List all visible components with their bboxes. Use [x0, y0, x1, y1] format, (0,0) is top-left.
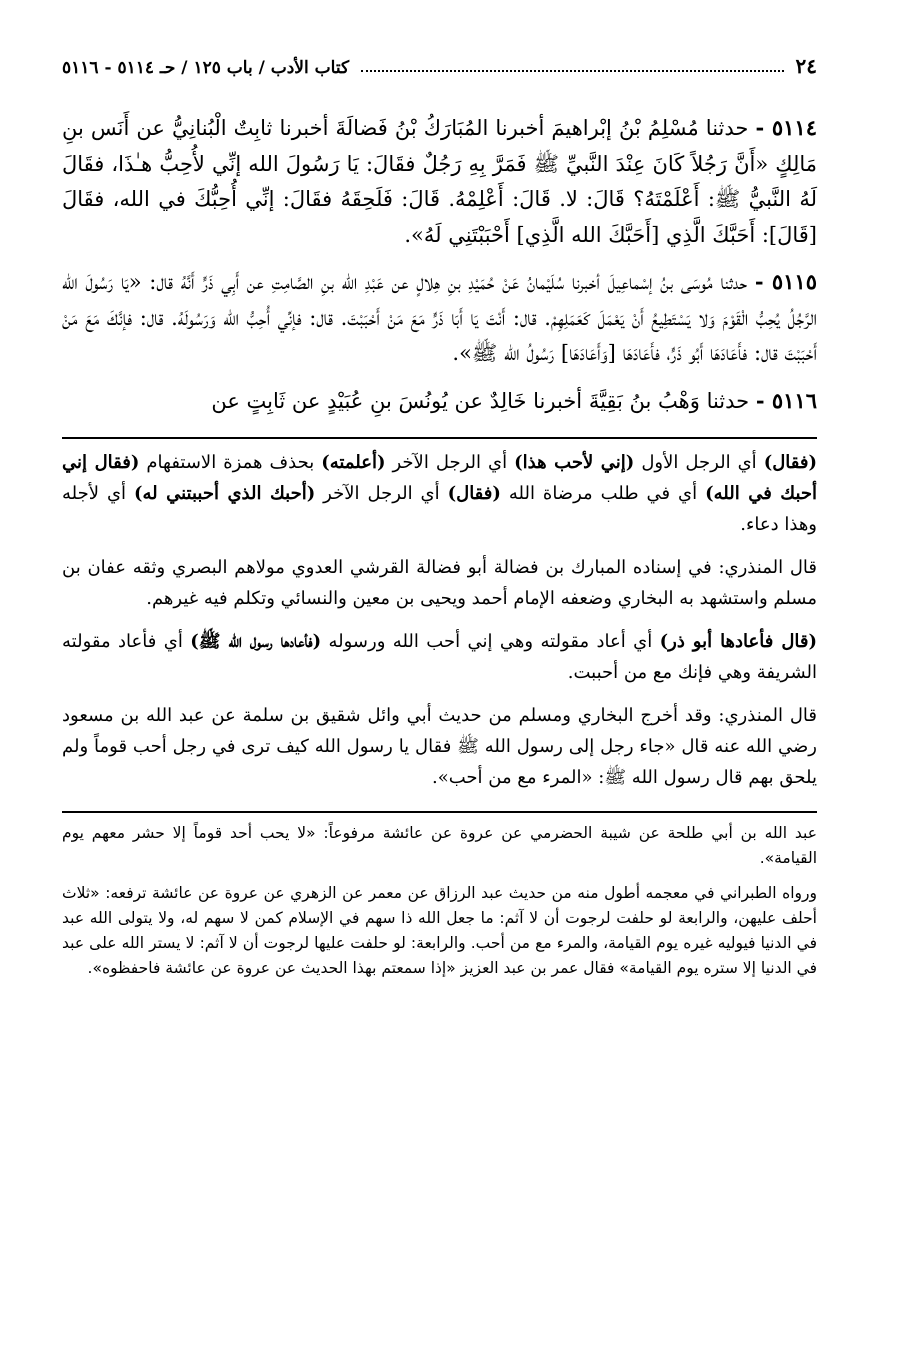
hadith-text-block — [62, 110, 817, 419]
page-number: ٢٤ — [795, 54, 817, 78]
commentary-section — [62, 447, 817, 793]
commentary-paragraph — [62, 626, 817, 688]
commentary-paragraph — [62, 447, 817, 540]
commentary-lemma: (فقال) — [763, 452, 818, 473]
commentary-lemma: (إني لأحب هذا) — [514, 452, 635, 473]
commentary-lemma: (فأعادها رسول الله ﷺ) — [190, 631, 322, 652]
commentary-text: أي الرجل الآخر — [315, 483, 448, 504]
footnotes-section — [62, 821, 817, 981]
commentary-text: أي الرجل الآخر — [385, 452, 515, 473]
commentary-text: أي فأعاد مقولته الشريفة وهي فإنك مع من أحببت. — [62, 631, 817, 683]
commentary-lemma: (قال فأعادها أبو ذر) — [659, 631, 817, 652]
commentary-text: أي أعاد مقولته وهي إني أحب الله ورسوله — [321, 631, 660, 652]
hadith-5115 — [62, 264, 817, 372]
header-dotted-leader — [361, 70, 783, 72]
commentary-lemma: (فقال إني أحبك في الله) — [62, 452, 818, 504]
hadith-text: حدثنا مُوسَى بنُ إسْماعِيلَ أخبرنا سُلَيْمانُ عَنْ حُمَيْدِ بنِ هِلالٍ عن عَبْدِ الله بنِ الصَّامِتِ عن أَبِي ذَرٍّ أَنَّهُ قال: «يَا رَسُولَ الله الرَّجُلُ يُحِبُّ الْقَوْمَ وَلا يَسْتَطِيعُ أَنْ يَعْمَلَ كَعَمَلِهِمْ. قال: أَنْتَ يَا أَبَا ذَرٍّ مَعَ مَنْ أَحْبَبْتَ. قال: فإنِّي أُحِبُّ الله وَرَسُولَهُ. قال: فإنَّكَ مَعَ مَنْ أَحْبَبْتَ قال: فأَعَادَهَا أَبُو ذَرٍّ، فأَعَادَهَا [وَأَعَادَهَا] رَسُولُ الله ﷺ». — [62, 270, 817, 365]
commentary-lemma: (فقال) — [447, 483, 501, 504]
commentary-text: بحذف همزة الاستفهام — [139, 452, 322, 473]
commentary-lemma: (أحبك الذي أحببتني له) — [133, 483, 316, 504]
book-page — [62, 52, 817, 991]
commentary-paragraph — [62, 700, 817, 793]
hadith-number: ٥١١٤ - — [755, 115, 817, 140]
hadith-number: ٥١١٦ - — [755, 387, 817, 413]
commentary-text: أي لأجله وهذا دعاء. — [62, 483, 817, 535]
hadith-5116 — [62, 383, 817, 420]
footnote-paragraph: ورواه الطبراني في معجمه أطول منه من حديث عبد الرزاق عن معمر عن الزهري عن عروة عن عائشة ترفعه: «ثلاث أحلف عليهن، والرابعة لو حلفت لرجوت أن لا آثم: ما جعل الله ذا سهم في الإسلام كمن لا سهم له، ولا يتولى الله عبد في الدنيا فيوليه غيره يوم القيامة، والمرء مع من أحب. والرابعة: لو حلفت عليها لرجوت أن لا آثم: لا يستر الله على عبد في الدنيا إلا ستره يوم القيامة» فقال عمر بن عبد العزيز «إذا سمعتم بهذا الحديث عن عروة عن عائشة فاحفظوه». — [62, 884, 817, 977]
commentary-divider — [62, 437, 817, 439]
commentary-text: قال المنذري: وقد أخرج البخاري ومسلم من حديث أبي وائل شقيق بن سلمة عن عبد الله بن مسعود رضي الله عنه قال «جاء رجل إلى رسول الله ﷺ فقال يا رسول الله كيف ترى في رجل أحب قوماً ولم يلحق بهم قال رسول الله ﷺ: «المرء مع من أحب». — [62, 705, 817, 788]
footnote-paragraph: عبد الله بن أبي طلحة عن شيبة الحضرمي عن عروة عن عائشة مرفوعاً: «لا يحب أحد قوماً إلا حشر معهم يوم القيامة». — [62, 824, 817, 867]
footnote-divider — [62, 811, 817, 813]
running-title: كتاب الأدب / باب ١٢٥ / حـ ٥١١٤ - ٥١١٦ — [62, 58, 350, 78]
commentary-text: أي الرجل الأول — [634, 452, 764, 473]
running-header — [62, 52, 817, 78]
hadith-text: حدثنا مُسْلِمُ بْنُ إبْراهيمَ أخبرنا المُبَارَكُ بْنُ فَضالَةَ أخبرنا ثابِتٌ الْبُنانِيُّ عن أَنَس بنِ مَالِكٍ «أَنَّ رَجُلاً كَانَ عِنْدَ النَّبيِّ ﷺ فَمَرَّ بِهِ رَجُلٌ فقَالَ: يَا رَسُولَ الله إنِّي لأُحِبُّ هـٰذَا، فقَالَ لَهُ النَّبيُّ ﷺ: أَعْلَمْتَهُ؟ قَالَ: لا. قَالَ: أَعْلِمْهُ. قَالَ: فَلَحِقَهُ فقَالَ: إنِّي أُحِبُّكَ في الله، فقَالَ [قَالَ]: أَحَبَّكَ الَّذِي [أَحَبَّكَ الله الَّذِي] أَحْبَبْتَنِي لَهُ». — [62, 116, 817, 247]
commentary-paragraph — [62, 552, 817, 614]
hadith-number: ٥١١٥ - — [754, 269, 817, 294]
commentary-text: أي في طلب مرضاة الله — [500, 483, 706, 504]
hadith-text: حدثنا وَهْبُ بنُ بَقِيَّةَ أخبرنا خَالِدٌ عن يُونُسَ بنِ عُبَيْدٍ عن ثَابِتٍ عن — [211, 388, 750, 413]
commentary-text: قال المنذري: في إسناده المبارك بن فضالة أبو فضالة القرشي العدوي مولاهم البصري وثقه عفان بن مسلم واستشهد به البخاري وضعفه الإمام أحمد ويحيى بن معين والنسائي وتكلم فيه غيرهم. — [62, 557, 817, 609]
hadith-5114 — [62, 110, 817, 253]
commentary-lemma: (أعلمته) — [321, 452, 386, 473]
